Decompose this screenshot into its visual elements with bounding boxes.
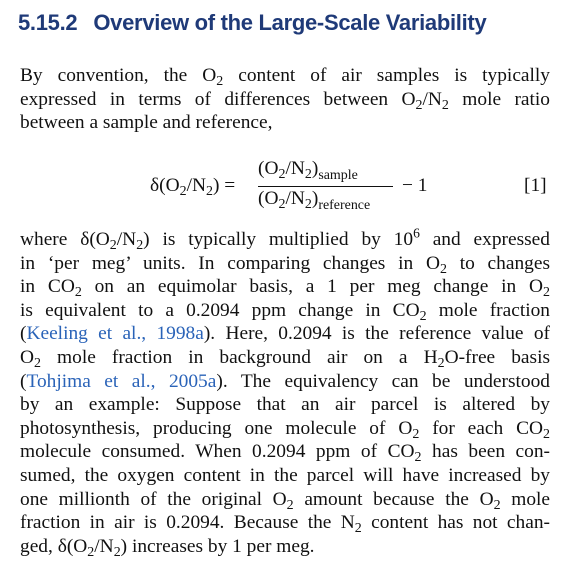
- intro-line-1: By convention, the $O_2$ content of air samples is typically: [20, 65, 550, 89]
- body-line-12: one millionth of the original $O_2$ amount because the $O_2$ mole: [20, 488, 551, 513]
- equation-number: [1]: [524, 175, 547, 196]
- body-line-9: photosynthesis, producing one molecule of $O_2$ for each $CO_2$: [20, 417, 550, 442]
- intro-line-2: expressed in terms of differences between $O_2/N_2$ mole ratio: [20, 88, 550, 113]
- section-title: Overview of the Large-Scale Variability: [93, 10, 487, 35]
- body-line-14: ged, $\delta(O_2/N_2)$ increases by 1 per meg.: [20, 535, 315, 560]
- body-line-3: in $CO_2$ on an equimolar basis, a 1 per meg change in $O_2$: [20, 276, 550, 301]
- body-paragraph: [20, 225, 551, 560]
- body-line-11: sumed, the oxygen content in the parcel will have increased by: [20, 464, 550, 486]
- body-line-8: by an example: Suppose that an air parcel is altered by: [20, 394, 550, 416]
- citation-link-tohjima[interactable]: Tohjima et al., 2005a: [26, 370, 217, 392]
- body-line-6: $O_2$ mole fraction in background air on a $H_2O$-free basis: [20, 346, 551, 371]
- section-number: 5.15.2: [18, 10, 78, 35]
- body-line-10: molecule consumed. When 0.2094 ppm of $CO_2$ has been con-: [20, 441, 550, 466]
- intro-paragraph: [20, 64, 550, 135]
- body-line-2: in ‘per meg’ units. In comparing changes in $O_2$ to changes: [20, 252, 550, 277]
- body-line-1: where $\delta(O_2/N_2)$ is typically multiplied by $10^6$ and expressed: [20, 225, 550, 253]
- body-line-4: is equivalent to a 0.2094 ppm change in $CO_2$ mole fraction: [20, 299, 550, 324]
- intro-line-3: between a sample and reference,: [20, 112, 273, 134]
- body-line-7: (Tohjima et al., 2005a). The equivalency can be understood: [20, 370, 550, 392]
- equation-rhs: − 1: [402, 175, 428, 196]
- equation-lhs: $\delta(O_2/N_2)$ =: [150, 175, 236, 199]
- equation-1: [0, 156, 562, 216]
- fraction-numerator: $(O_2/N_2)_{sample}$: [258, 158, 358, 183]
- fraction-bar: [258, 186, 393, 187]
- fraction-denominator: $(O_2/N_2)_{reference}$: [258, 188, 371, 213]
- section-heading: [18, 10, 486, 36]
- body-line-13: fraction in air is 0.2094. Because the $N_2$ content has not chan-: [20, 512, 550, 537]
- citation-link-keeling[interactable]: Keeling et al., 1998a: [26, 323, 204, 345]
- body-line-5: (Keeling et al., 1998a). Here, 0.2094 is the reference value of: [20, 323, 550, 345]
